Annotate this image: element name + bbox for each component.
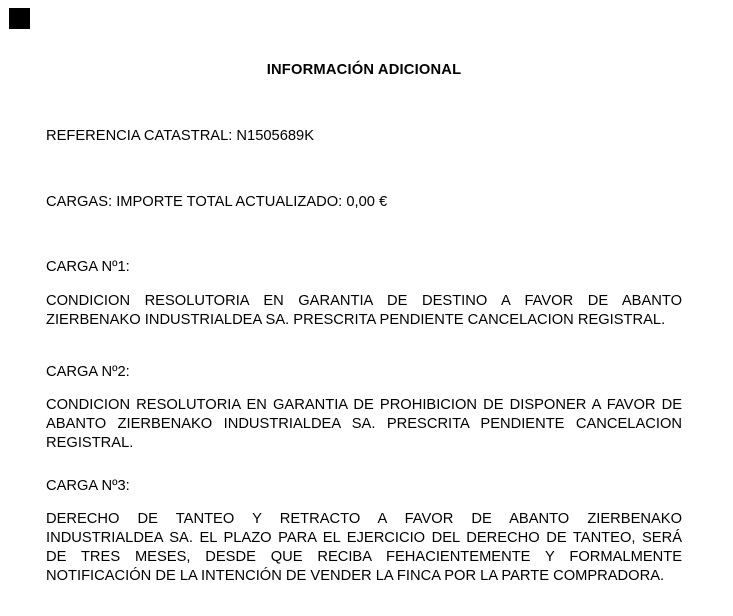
carga-2-line-2: ABANTO ZIERBENAKO INDUSTRIALDEA SA. PRESCRITA PENDIENTE CANCELACION <box>46 416 682 432</box>
carga-3-line-4: NOTIFICACIÓN DE LA INTENCIÓN DE VENDER LA FINCA POR LA PARTE COMPRADORA. <box>46 568 665 584</box>
carga-2-line-1: CONDICION RESOLUTORIA EN GARANTIA DE PROHIBICION DE DISPONER A FAVOR DE <box>46 397 682 413</box>
carga-3-heading: CARGA Nº3: <box>46 478 130 494</box>
carga-2-paragraph <box>46 396 682 453</box>
carga-1-line-2: ZIERBENAKO INDUSTRIALDEA SA. PRESCRITA PENDIENTE CANCELACION REGISTRAL. <box>46 312 666 328</box>
carga-1-paragraph <box>46 292 682 330</box>
document-content <box>0 61 733 586</box>
document-title: INFORMACIÓN ADICIONAL <box>266 62 462 78</box>
carga-3-line-1: DERECHO DE TANTEO Y RETRACTO A FAVOR DE ABANTO ZIERBENAKO <box>46 511 682 527</box>
cargas-total-line: CARGAS: IMPORTE TOTAL ACTUALIZADO: 0,00 € <box>46 194 388 210</box>
scan-artifact-square <box>9 8 30 29</box>
carga-3-line-2: INDUSTRIALDEA SA. EL PLAZO PARA EL EJERCICIO DEL DERECHO DE TANTEO, SERÁ <box>46 530 682 546</box>
referencia-catastral-line: REFERENCIA CATASTRAL: N1505689K <box>46 128 315 144</box>
carga-1-line-1: CONDICION RESOLUTORIA EN GARANTIA DE DESTINO A FAVOR DE ABANTO <box>46 293 682 309</box>
carga-3-paragraph <box>46 510 682 586</box>
carga-1-heading: CARGA Nº1: <box>46 259 130 275</box>
carga-2-heading: CARGA Nº2: <box>46 364 130 380</box>
carga-3-line-3: DE TRES MESES, DESDE QUE RECIBA FEHACIENTEMENTE Y FORMALMENTE <box>46 549 682 565</box>
carga-2-line-3: REGISTRAL. <box>46 435 134 451</box>
